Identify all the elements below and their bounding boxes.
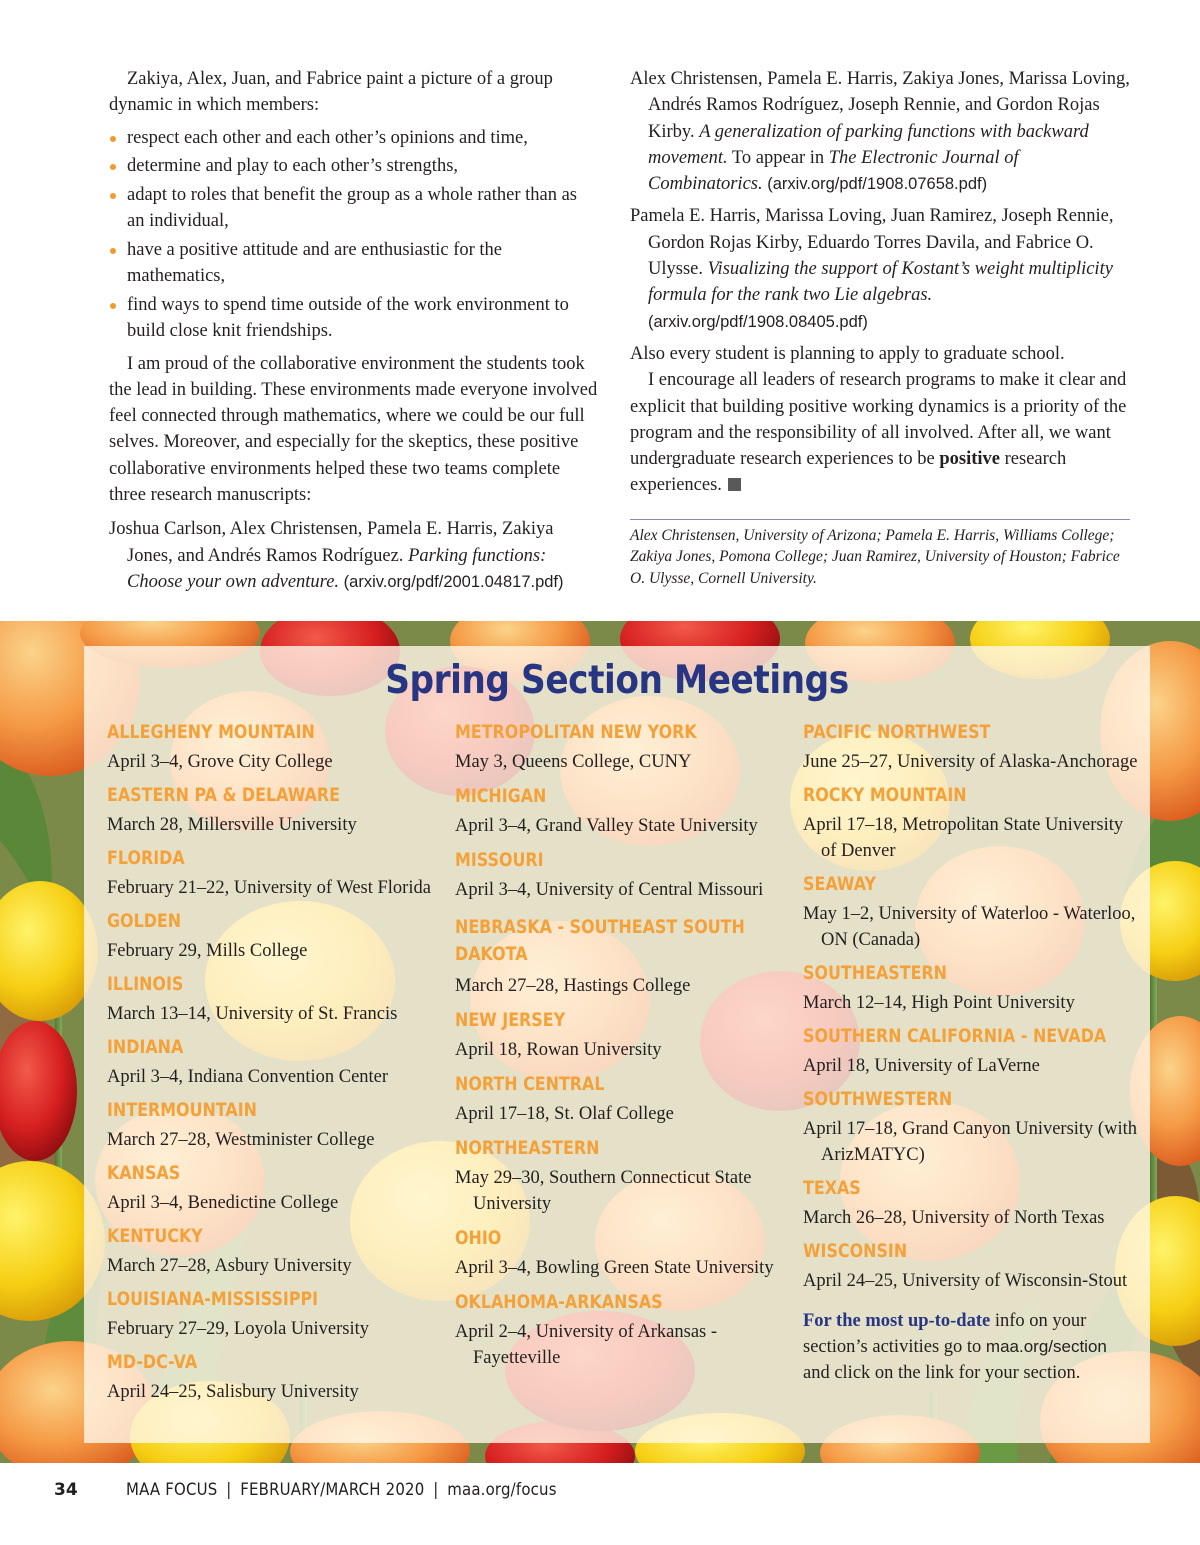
author-affiliations: Alex Christensen, University of Arizona; Pamela E. Harris, Williams College; Zakiya Jones, Pomona College; Juan Ramirez, University of Houston; Fabrice O. Ulysse, Cornell University. xyxy=(630,526,1120,587)
closing-paragraph: I encourage all leaders of research programs to make it clear and explicit that building positive working dynamics is a priority of the program and the responsibility of all involved. After all, we want undergraduate research experiences to be positive research experiences. xyxy=(630,370,1127,496)
meetings-title: Spring Section Meetings xyxy=(385,658,849,703)
meeting-details: April 3–4, Grand Valley State University xyxy=(455,816,758,836)
section-meeting xyxy=(803,1241,1138,1294)
list-item: adapt to roles that benefit the group as a whole rather than as an individual, xyxy=(109,182,599,235)
section-meeting xyxy=(455,914,795,999)
section-meeting xyxy=(455,722,795,775)
list-item: have a positive attitude and are enthusiastic for the mathematics, xyxy=(109,237,599,290)
page-footer: 34 MAA FOCUS | FEBRUARY/MARCH 2020 | maa.org/focus xyxy=(54,1480,557,1500)
meeting-details: February 27–29, Loyola University xyxy=(107,1319,370,1339)
section-meeting xyxy=(107,1100,437,1153)
section-name: NORTHEASTERN xyxy=(455,1138,600,1159)
section-meeting xyxy=(455,1228,795,1281)
meeting-details: April 17–18, St. Olaf College xyxy=(455,1104,674,1124)
meeting-details: April 3–4, Bowling Green State University xyxy=(455,1258,774,1278)
reference-item: Joshua Carlson, Alex Christensen, Pamela E. Harris, Zakiya Jones, and Andrés Ramos Rodríguez. Parking functions: Choose your own adventure. (arxiv.org/pdf/2001.04817.pdf) xyxy=(109,519,564,592)
section-name: INDIANA xyxy=(107,1037,184,1058)
meeting-details: March 26–28, University of North Texas xyxy=(803,1208,1105,1228)
section-meeting xyxy=(455,1074,795,1127)
meeting-details: June 25–27, University of Alaska-Anchorage xyxy=(803,752,1138,772)
section-meeting xyxy=(803,1178,1138,1231)
meeting-details: March 28, Millersville University xyxy=(107,815,357,835)
section-meeting xyxy=(107,785,437,838)
section-name: NORTH CENTRAL xyxy=(455,1074,605,1095)
section-meeting xyxy=(107,1163,437,1216)
meeting-details: February 29, Mills College xyxy=(107,941,308,961)
section-name: FLORIDA xyxy=(107,848,185,869)
section-name: TEXAS xyxy=(803,1178,861,1199)
section-name: SEAWAY xyxy=(803,874,877,895)
meeting-details: April 2–4, University of Arkansas - Fayetteville xyxy=(455,1322,718,1368)
section-name: ILLINOIS xyxy=(107,974,184,995)
bullet-icon xyxy=(110,164,116,170)
section-name: SOUTHWESTERN xyxy=(803,1089,953,1110)
section-meeting xyxy=(455,786,795,839)
article xyxy=(109,66,1129,606)
publication-name: MAA FOCUS xyxy=(126,1480,218,1500)
cta-lead: For the most up-to-date xyxy=(803,1311,991,1331)
section-meeting xyxy=(107,911,437,964)
meeting-details: March 12–14, High Point University xyxy=(803,993,1075,1013)
section-name: ROCKY MOUNTAIN xyxy=(803,785,967,806)
list-item: determine and play to each other’s strengths, xyxy=(109,153,599,180)
section-name: OKLAHOMA-ARKANSAS xyxy=(455,1292,663,1313)
meeting-details: April 3–4, University of Central Missouri xyxy=(455,880,764,900)
section-name: MD-DC-VA xyxy=(107,1352,198,1373)
article-left-column xyxy=(109,66,599,601)
body-paragraph: Also every student is planning to apply to graduate school. xyxy=(630,343,1065,364)
meeting-details: March 13–14, University of St. Francis xyxy=(107,1004,398,1024)
bullet-icon xyxy=(110,248,116,254)
group-dynamics-list xyxy=(109,125,599,345)
article-right-column xyxy=(630,66,1130,589)
section-meeting xyxy=(803,963,1138,1016)
section-meeting xyxy=(803,874,1138,953)
meeting-details: April 3–4, Indiana Convention Center xyxy=(107,1067,389,1087)
section-name: KANSAS xyxy=(107,1163,181,1184)
section-meeting xyxy=(455,1010,795,1063)
section-meeting xyxy=(107,1289,437,1342)
section-meeting xyxy=(107,722,437,775)
meeting-details: May 1–2, University of Waterloo - Waterloo, ON (Canada) xyxy=(803,904,1136,950)
meetings-column-2 xyxy=(455,722,795,1382)
section-link[interactable]: maa.org/section xyxy=(985,1337,1107,1356)
section-name: MICHIGAN xyxy=(455,786,547,807)
meetings-column-1 xyxy=(107,722,437,1415)
section-name: MISSOURI xyxy=(455,850,544,871)
meeting-details: April 17–18, Metropolitan State University of Denver xyxy=(803,815,1124,861)
section-meeting xyxy=(107,848,437,901)
meetings-panel xyxy=(84,646,1150,1443)
meeting-details: March 27–28, Asbury University xyxy=(107,1256,352,1276)
page-number: 34 xyxy=(54,1480,78,1500)
bullet-icon xyxy=(110,303,116,309)
section-name: ALLEGHENY MOUNTAIN xyxy=(107,722,315,743)
section-name: KENTUCKY xyxy=(107,1226,203,1247)
section-meeting xyxy=(455,850,795,903)
bullet-icon xyxy=(110,193,116,199)
section-name: SOUTHERN CALIFORNIA - NEVADA xyxy=(803,1026,1107,1047)
reference-item: Pamela E. Harris, Marissa Loving, Juan Ramirez, Joseph Rennie, Gordon Rojas Kirby, Eduardo Torres Davila, and Fabrice O. Ulysse. Visualizing the support of Kostant’s weight multiplicity formula for the rank two Lie algebras. (arxiv.org/pdf/1908.08405.pdf) xyxy=(630,206,1114,331)
meeting-details: May 3, Queens College, CUNY xyxy=(455,752,692,772)
section-meeting xyxy=(803,722,1138,775)
section-meeting xyxy=(455,1138,795,1217)
section-name: INTERMOUNTAIN xyxy=(107,1100,257,1121)
section-name: NEW JERSEY xyxy=(455,1010,566,1031)
section-name: METROPOLITAN NEW YORK xyxy=(455,722,697,743)
divider xyxy=(630,519,1130,520)
meeting-details: April 3–4, Benedictine College xyxy=(107,1193,339,1213)
intro-paragraph: Zakiya, Alex, Juan, and Fabrice paint a picture of a group dynamic in which members: xyxy=(109,69,553,116)
meeting-details: February 21–22, University of West Florida xyxy=(107,878,431,898)
meeting-details: April 3–4, Grove City College xyxy=(107,752,333,772)
section-name: WISCONSIN xyxy=(803,1241,908,1262)
section-name: EASTERN PA & DELAWARE xyxy=(107,785,341,806)
section-name: SOUTHEASTERN xyxy=(803,963,948,984)
meeting-details: April 17–18, Grand Canyon University (with ArizMATYC) xyxy=(803,1119,1137,1165)
section-meeting xyxy=(803,1089,1138,1168)
section-meeting xyxy=(803,1026,1138,1079)
focus-link[interactable]: maa.org/focus xyxy=(447,1480,557,1500)
section-info-note: For the most up-to-date info on your section’s activities go to maa.org/section and click on the link for your section. xyxy=(803,1311,1107,1383)
body-paragraph: I am proud of the collaborative environment the students took the lead in building. These environments made everyone involved feel connected through mathematics, where we could be our full selves. Moreover, and especially for the skeptics, these positive collaborative environments helped these two teams complete three research manuscripts: xyxy=(109,353,598,506)
end-mark-icon xyxy=(728,478,741,491)
bullet-icon xyxy=(110,136,116,142)
list-item: respect each other and each other’s opinions and time, xyxy=(109,125,599,152)
section-meeting xyxy=(107,1226,437,1279)
list-item: find ways to spend time outside of the work environment to build close knit friendships. xyxy=(109,292,599,345)
section-name: LOUISIANA-MISSISSIPPI xyxy=(107,1289,319,1310)
issue-date: FEBRUARY/MARCH 2020 xyxy=(240,1480,425,1500)
section-meeting xyxy=(107,1037,437,1090)
meeting-details: March 27–28, Hastings College xyxy=(455,976,691,996)
section-meeting xyxy=(803,785,1138,864)
section-name: OHIO xyxy=(455,1228,502,1249)
meeting-details: March 27–28, Westminister College xyxy=(107,1130,375,1150)
reference-link[interactable]: (arxiv.org/pdf/2001.04817.pdf) xyxy=(343,572,564,591)
reference-item: Alex Christensen, Pamela E. Harris, Zakiya Jones, Marissa Loving, Andrés Ramos Rodríguez, Joseph Rennie, and Gordon Rojas Kirby. A generalization of parking functions with backward movement. To appear in The Electronic Journal of Combinatorics. (arxiv.org/pdf/1908.07658.pdf) xyxy=(630,69,1130,195)
section-name: GOLDEN xyxy=(107,911,182,932)
meetings-column-3 xyxy=(803,722,1138,1386)
meeting-details: April 24–25, Salisbury University xyxy=(107,1382,359,1402)
section-meeting xyxy=(107,1352,437,1405)
section-meeting xyxy=(455,1292,795,1371)
meeting-details: April 18, University of LaVerne xyxy=(803,1056,1040,1076)
section-name: PACIFIC NORTHWEST xyxy=(803,722,991,743)
reference-link[interactable]: (arxiv.org/pdf/1908.07658.pdf) xyxy=(767,175,988,194)
section-meeting xyxy=(107,974,437,1027)
reference-link[interactable]: (arxiv.org/pdf/1908.08405.pdf) xyxy=(648,312,868,331)
meeting-details: April 24–25, University of Wisconsin-Stout xyxy=(803,1271,1128,1291)
meeting-details: May 29–30, Southern Connecticut State University xyxy=(455,1168,752,1214)
section-name: NEBRASKA - SOUTHEAST SOUTH DAKOTA xyxy=(455,917,745,965)
meeting-details: April 18, Rowan University xyxy=(455,1040,662,1060)
